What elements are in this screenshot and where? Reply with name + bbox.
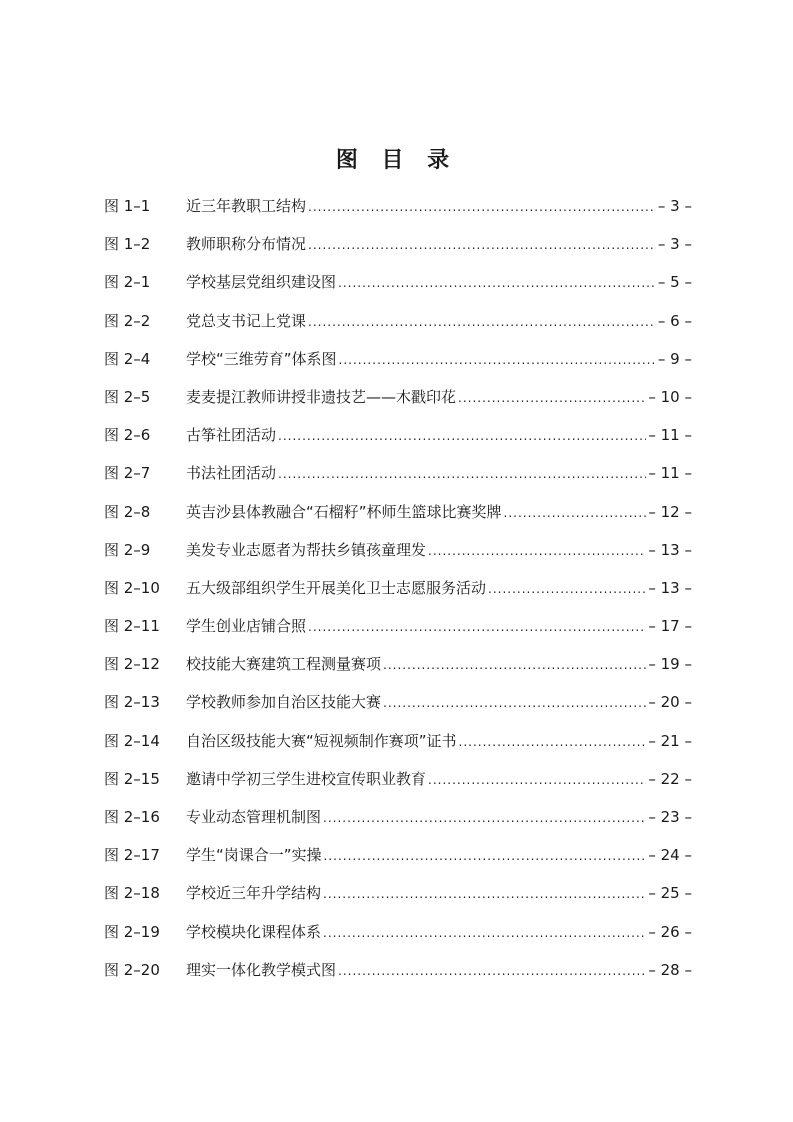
figure-number: 图 2–8 <box>104 502 151 521</box>
dot-leader <box>458 379 646 417</box>
dot-leader <box>278 455 646 493</box>
figure-title: 书法社团活动 <box>186 464 277 483</box>
figure-number: 图 2–1 <box>104 273 151 292</box>
dot-leader <box>308 303 656 341</box>
figure-title: 学生“岗课合一”实操 <box>186 846 322 865</box>
figure-number: 图 2–19 <box>104 922 160 941</box>
figure-title: 学校教师参加自治区技能大赛 <box>186 693 382 712</box>
page-title: 图 目 录 <box>335 147 458 173</box>
toc-entry[interactable] <box>104 416 692 454</box>
figure-number: 图 2–4 <box>104 349 151 368</box>
dot-leader <box>428 761 646 799</box>
dot-leader <box>308 226 656 264</box>
figure-number: 图 2–16 <box>104 808 160 826</box>
dot-leader <box>308 608 646 646</box>
toc-entry[interactable] <box>104 225 692 263</box>
figure-number: 图 2–17 <box>104 846 160 865</box>
figure-number: 图 2–15 <box>104 769 160 788</box>
dot-leader <box>323 799 646 837</box>
figure-title: 教师职称分布情况 <box>186 235 307 254</box>
figure-title: 学生创业店铺合照 <box>186 617 307 636</box>
figure-number: 图 1–1 <box>104 197 151 215</box>
dot-leader <box>278 417 646 455</box>
figure-number: 图 2–7 <box>104 464 151 483</box>
figure-title: 五大级部组织学生开展美化卫士志愿服务活动 <box>186 578 487 597</box>
figure-number: 图 2–13 <box>104 693 160 712</box>
page-number: – 11 – <box>648 464 692 483</box>
figure-title: 理实一体化教学模式图 <box>186 960 337 979</box>
figure-number: 图 2–11 <box>104 617 160 636</box>
dot-leader <box>308 188 656 226</box>
toc-entry[interactable] <box>104 874 692 912</box>
toc-entry[interactable] <box>104 302 692 340</box>
dot-leader <box>323 875 646 913</box>
page-number: – 23 – <box>648 808 692 826</box>
page-number: – 13 – <box>648 578 692 597</box>
figure-title: 学校基层党组织建设图 <box>186 273 337 292</box>
dot-leader <box>338 264 656 302</box>
figure-list <box>104 187 692 989</box>
toc-entry[interactable] <box>104 340 692 378</box>
figure-number: 图 2–5 <box>104 387 151 406</box>
toc-entry[interactable] <box>104 836 692 874</box>
toc-entry[interactable] <box>104 683 692 721</box>
page-number: – 25 – <box>648 884 692 903</box>
page-number: – 10 – <box>648 387 692 406</box>
dot-leader <box>324 837 647 875</box>
page-number: – 24 – <box>648 846 692 865</box>
page-number: – 13 – <box>648 540 692 559</box>
dot-leader <box>383 646 646 684</box>
toc-entry[interactable] <box>104 607 692 645</box>
figure-number: 图 1–2 <box>104 235 151 254</box>
figure-title: 邀请中学初三学生进校宣传职业教育 <box>186 769 427 788</box>
figure-title: 专业动态管理机制图 <box>186 808 322 826</box>
dot-leader <box>488 570 646 608</box>
toc-entry[interactable] <box>104 913 692 951</box>
page-number: – 19 – <box>648 655 692 674</box>
page-number: – 6 – <box>657 311 692 330</box>
figure-number: 图 2–6 <box>104 426 151 445</box>
figure-title: 学校“三维劳育”体系图 <box>186 349 337 368</box>
figure-number: 图 2–2 <box>104 311 151 330</box>
page-number: – 3 – <box>657 197 692 215</box>
figure-number: 图 2–9 <box>104 540 151 559</box>
figure-title: 党总支书记上党课 <box>186 311 307 330</box>
figure-title: 学校模块化课程体系 <box>186 922 322 941</box>
page-number: – 3 – <box>657 235 692 254</box>
dot-leader <box>339 341 656 379</box>
figure-number: 图 2–12 <box>104 655 160 674</box>
dot-leader <box>383 684 646 722</box>
figure-title: 英吉沙县体教融合“石榴籽”杯师生篮球比赛奖牌 <box>186 502 502 521</box>
figure-title: 麦麦提江教师讲授非遗技艺——木戳印花 <box>186 387 457 406</box>
page-number: – 9 – <box>657 349 692 368</box>
toc-entry[interactable] <box>104 531 692 569</box>
figure-number: 图 2–14 <box>104 731 160 750</box>
page-number: – 20 – <box>648 693 692 712</box>
toc-entry[interactable] <box>104 263 692 301</box>
figure-number: 图 2–18 <box>104 884 160 903</box>
page-number: – 21 – <box>648 731 692 750</box>
page-number: – 22 – <box>648 769 692 788</box>
page-number: – 26 – <box>648 922 692 941</box>
figure-title: 近三年教职工结构 <box>186 197 307 215</box>
toc-entry[interactable] <box>104 569 692 607</box>
toc-entry[interactable] <box>104 760 692 798</box>
figure-title: 自治区级技能大赛“短视频制作赛项”证书 <box>186 731 457 750</box>
figure-number: 图 2–20 <box>104 960 160 979</box>
dot-leader <box>323 914 646 952</box>
toc-entry[interactable] <box>104 645 692 683</box>
toc-entry[interactable] <box>104 722 692 760</box>
page-number: – 17 – <box>648 617 692 636</box>
figure-title: 美发专业志愿者为帮扶乡镇孩童理发 <box>186 540 427 559</box>
toc-entry[interactable] <box>104 798 692 836</box>
page-number: – 5 – <box>657 273 692 292</box>
page-number: – 12 – <box>648 502 692 521</box>
page-number: – 11 – <box>648 426 692 445</box>
dot-leader <box>459 723 647 761</box>
dot-leader <box>338 952 646 990</box>
dot-leader <box>428 532 646 570</box>
figure-title: 古筝社团活动 <box>186 426 277 445</box>
figure-number: 图 2–10 <box>104 578 160 597</box>
toc-entry[interactable] <box>104 493 692 531</box>
dot-leader <box>504 494 647 532</box>
toc-entry[interactable] <box>104 187 692 225</box>
toc-entry[interactable] <box>104 378 692 416</box>
toc-entry[interactable] <box>104 454 692 492</box>
toc-entry[interactable] <box>104 951 692 989</box>
figure-title: 校技能大赛建筑工程测量赛项 <box>186 655 382 674</box>
figure-title: 学校近三年升学结构 <box>186 884 322 903</box>
page-number: – 28 – <box>648 960 692 979</box>
